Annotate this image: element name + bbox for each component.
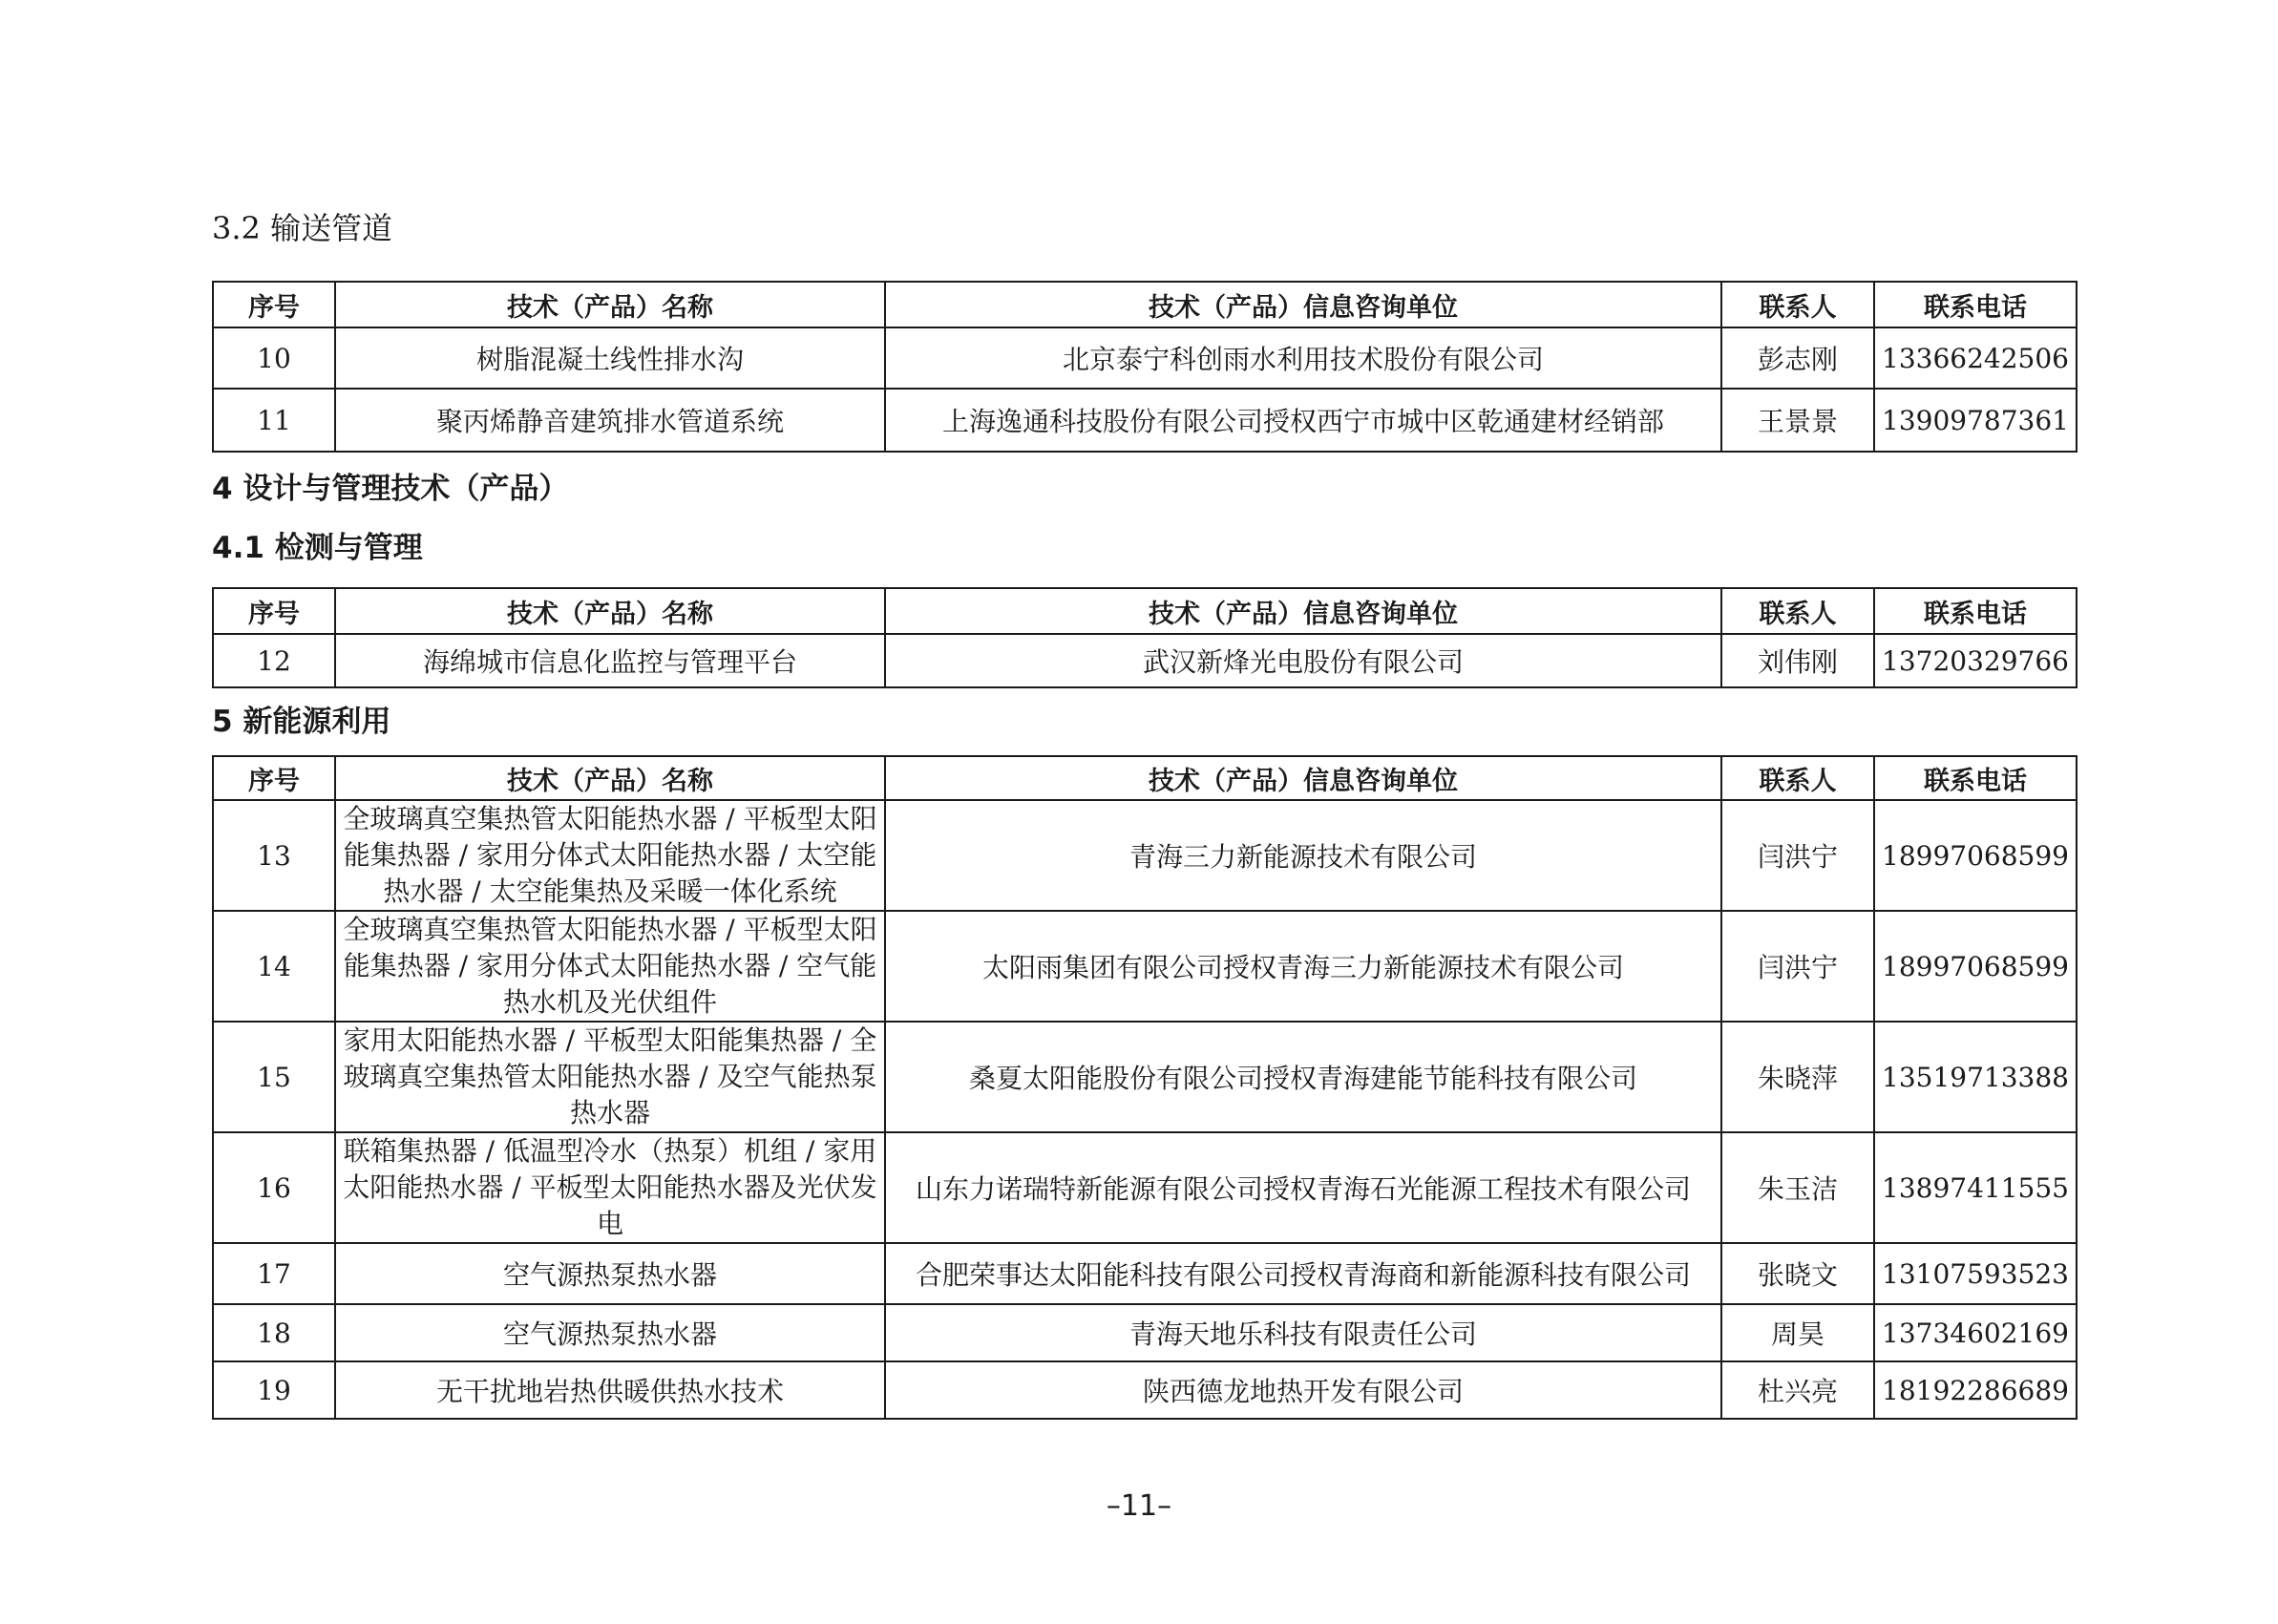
table-row: [213, 1243, 2077, 1304]
cell-phone: 13366242506: [1874, 327, 2077, 389]
cell-unit: 青海天地乐科技有限责任公司: [885, 1304, 1721, 1361]
table-monitoring-management: [212, 587, 2078, 688]
cell-name: 空气源热泵热水器: [335, 1243, 885, 1304]
section-heading-3-2: 3.2 输送管道: [212, 210, 393, 246]
table-row: [213, 634, 2077, 687]
cell-phone: 13897411555: [1874, 1132, 2077, 1243]
cell-phone: 13734602169: [1874, 1304, 2077, 1361]
cell-name: 联箱集热器 / 低温型冷水（热泵）机组 / 家用太阳能热水器 / 平板型太阳能热水器及光伏发电: [335, 1132, 885, 1243]
table-header-row: [213, 588, 2077, 634]
col-header-name: 技术（产品）名称: [335, 282, 885, 327]
cell-no: 11: [213, 389, 335, 452]
page-number: –11–: [1106, 1489, 1172, 1523]
cell-no: 13: [213, 800, 335, 911]
col-header-name: 技术（产品）名称: [335, 588, 885, 634]
cell-name: 树脂混凝土线性排水沟: [335, 327, 885, 389]
table-row: [213, 911, 2077, 1022]
cell-contact: 王景景: [1721, 389, 1874, 452]
table-row: [213, 389, 2077, 452]
cell-unit: 合肥荣事达太阳能科技有限公司授权青海商和新能源科技有限公司: [885, 1243, 1721, 1304]
cell-phone: 13720329766: [1874, 634, 2077, 687]
cell-contact: 杜兴亮: [1721, 1361, 1874, 1419]
cell-contact: 朱晓萍: [1721, 1022, 1874, 1132]
cell-phone: 18192286689: [1874, 1361, 2077, 1419]
cell-phone: 13519713388: [1874, 1022, 2077, 1132]
table-row: [213, 1361, 2077, 1419]
section-heading-5: 5 新能源利用: [212, 705, 391, 739]
col-header-unit: 技术（产品）信息咨询单位: [885, 282, 1721, 327]
table-header-row: [213, 756, 2077, 800]
cell-unit: 北京泰宁科创雨水利用技术股份有限公司: [885, 327, 1721, 389]
table-row: [213, 1022, 2077, 1132]
cell-unit: 上海逸通科技股份有限公司授权西宁市城中区乾通建材经销部: [885, 389, 1721, 452]
col-header-phone: 联系电话: [1874, 756, 2077, 800]
col-header-unit: 技术（产品）信息咨询单位: [885, 756, 1721, 800]
cell-contact: 闫洪宁: [1721, 800, 1874, 911]
table-conveyance-pipes: [212, 281, 2078, 453]
cell-no: 17: [213, 1243, 335, 1304]
cell-unit: 青海三力新能源技术有限公司: [885, 800, 1721, 911]
cell-no: 10: [213, 327, 335, 389]
cell-contact: 彭志刚: [1721, 327, 1874, 389]
table-header-row: [213, 282, 2077, 327]
cell-unit: 陕西德龙地热开发有限公司: [885, 1361, 1721, 1419]
table-row: [213, 800, 2077, 911]
cell-unit: 武汉新烽光电股份有限公司: [885, 634, 1721, 687]
cell-name: 无干扰地岩热供暖供热水技术: [335, 1361, 885, 1419]
col-header-no: 序号: [213, 282, 335, 327]
cell-contact: 刘伟刚: [1721, 634, 1874, 687]
cell-no: 18: [213, 1304, 335, 1361]
col-header-contact: 联系人: [1721, 282, 1874, 327]
table-row: [213, 327, 2077, 389]
table-new-energy: [212, 755, 2078, 1420]
cell-contact: 闫洪宁: [1721, 911, 1874, 1022]
cell-no: 14: [213, 911, 335, 1022]
cell-name: 空气源热泵热水器: [335, 1304, 885, 1361]
col-header-unit: 技术（产品）信息咨询单位: [885, 588, 1721, 634]
cell-contact: 朱玉洁: [1721, 1132, 1874, 1243]
cell-unit: 太阳雨集团有限公司授权青海三力新能源技术有限公司: [885, 911, 1721, 1022]
cell-name: 海绵城市信息化监控与管理平台: [335, 634, 885, 687]
section-heading-4: 4 设计与管理技术（产品）: [212, 472, 569, 506]
cell-name: 聚丙烯静音建筑排水管道系统: [335, 389, 885, 452]
col-header-phone: 联系电话: [1874, 588, 2077, 634]
cell-contact: 张晓文: [1721, 1243, 1874, 1304]
col-header-no: 序号: [213, 588, 335, 634]
col-header-name: 技术（产品）名称: [335, 756, 885, 800]
cell-no: 16: [213, 1132, 335, 1243]
cell-no: 12: [213, 634, 335, 687]
cell-unit: 桑夏太阳能股份有限公司授权青海建能节能科技有限公司: [885, 1022, 1721, 1132]
col-header-contact: 联系人: [1721, 756, 1874, 800]
col-header-phone: 联系电话: [1874, 282, 2077, 327]
cell-name: 家用太阳能热水器 / 平板型太阳能集热器 / 全玻璃真空集热管太阳能热水器 / 及空气能热泵热水器: [335, 1022, 885, 1132]
cell-phone: 18997068599: [1874, 800, 2077, 911]
cell-no: 19: [213, 1361, 335, 1419]
cell-phone: 13909787361: [1874, 389, 2077, 452]
cell-name: 全玻璃真空集热管太阳能热水器 / 平板型太阳能集热器 / 家用分体式太阳能热水器 / 空气能热水机及光伏组件: [335, 911, 885, 1022]
table-row: [213, 1304, 2077, 1361]
cell-no: 15: [213, 1022, 335, 1132]
cell-phone: 18997068599: [1874, 911, 2077, 1022]
col-header-contact: 联系人: [1721, 588, 1874, 634]
cell-name: 全玻璃真空集热管太阳能热水器 / 平板型太阳能集热器 / 家用分体式太阳能热水器 / 太空能热水器 / 太空能集热及采暖一体化系统: [335, 800, 885, 911]
col-header-no: 序号: [213, 756, 335, 800]
table-row: [213, 1132, 2077, 1243]
cell-phone: 13107593523: [1874, 1243, 2077, 1304]
cell-unit: 山东力诺瑞特新能源有限公司授权青海石光能源工程技术有限公司: [885, 1132, 1721, 1243]
cell-contact: 周昊: [1721, 1304, 1874, 1361]
section-heading-4-1: 4.1 检测与管理: [212, 531, 423, 565]
